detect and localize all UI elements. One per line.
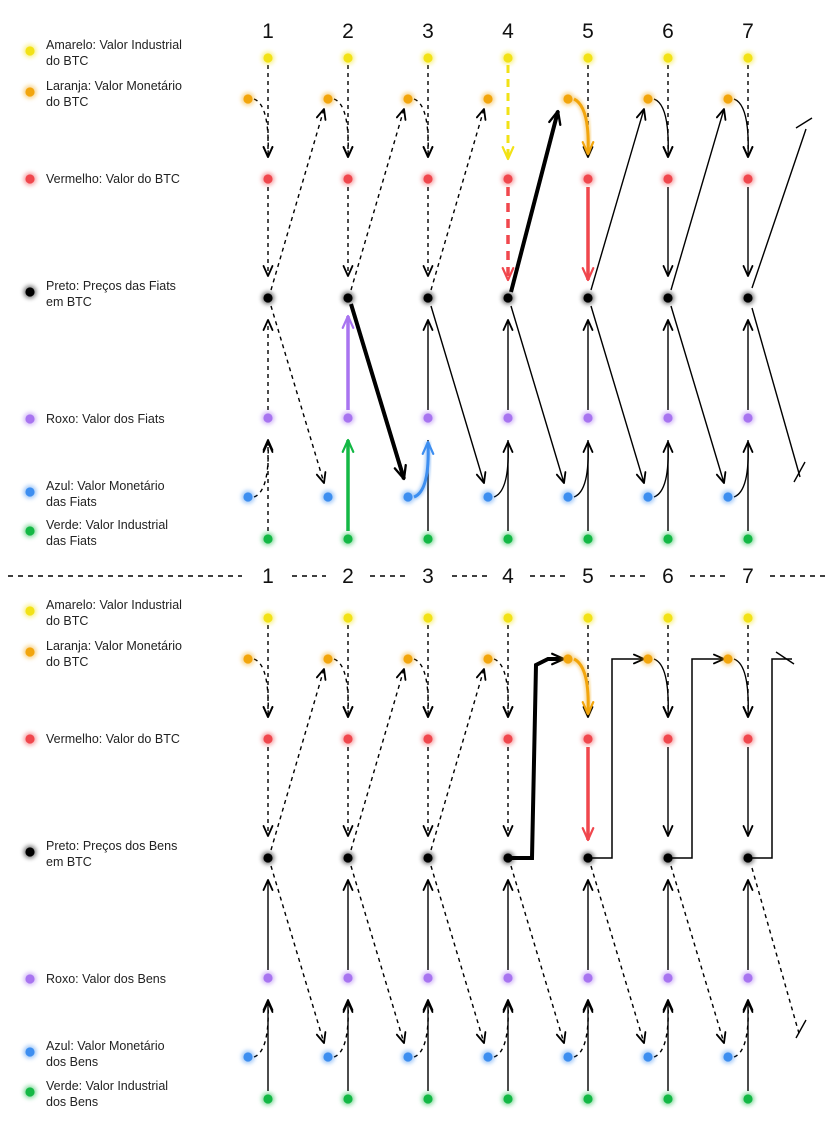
top-col3-black-to-orange-4 (431, 109, 484, 290)
bottom-legend-orange-dot (25, 647, 34, 656)
top-col7-black-continues (752, 129, 806, 288)
top-col1-yellow-node (263, 53, 272, 62)
divider-column-number-2: 2 (342, 565, 354, 588)
top-col6-orange-to-red (654, 99, 668, 157)
bottom-col6-red-node (663, 734, 672, 743)
top-col1-purple-node (263, 413, 272, 422)
bottom-legend-green-label-line2: dos Bens (46, 1095, 99, 1109)
bottom-col2-black-node (343, 853, 352, 862)
top-legend-blue-dot (25, 487, 34, 496)
top-col4-red-node (503, 174, 512, 183)
bottom-col1-orange-node (243, 654, 252, 663)
top-col3-orange-node (403, 94, 412, 103)
bottom-col1-black-to-blue-2 (271, 866, 324, 1043)
divider-column-number-6: 6 (662, 565, 674, 588)
bottom-legend-black-label: Preto: Preços dos Bens (46, 839, 178, 853)
bottom-col4-black-to-orange-5 (512, 659, 562, 858)
top-col7-blue-node (723, 492, 732, 501)
top-col4-black-node (503, 293, 512, 302)
text-layer (46, 20, 754, 1109)
top-col1-black-to-blue-2-arrowhead (317, 472, 326, 483)
bottom-legend-purple-label: Roxo: Valor dos Bens (46, 972, 166, 986)
bottom-col6-green-node (663, 1094, 672, 1103)
bottom-col6-black-to-blue-7-arrowhead (717, 1032, 726, 1043)
top-col3-black-node (423, 293, 432, 302)
bottom-legend-green-dot (25, 1087, 34, 1096)
top-column-number-5: 5 (582, 20, 594, 43)
bottom-col6-yellow-node (663, 613, 672, 622)
top-col3-yellow-node (423, 53, 432, 62)
bottom-col5-green-node (583, 1094, 592, 1103)
top-legend-orange-label-line2: do BTC (46, 95, 89, 109)
bottom-col5-black-node (583, 853, 592, 862)
bottom-col4-blue-to-purple (494, 1002, 508, 1057)
top-col1-blue-to-purple (254, 442, 268, 497)
top-col2-black-to-orange-3 (351, 109, 404, 290)
bottom-col3-blue-to-purple (414, 1002, 428, 1057)
bottom-col2-purple-node (343, 973, 352, 982)
top-col4-green-node (503, 534, 512, 543)
bottom-col4-red-node (503, 734, 512, 743)
top-col3-orange-to-red (414, 99, 428, 157)
top-col6-black-to-blue-7 (671, 306, 724, 483)
bottom-col4-black-node (503, 853, 512, 862)
top-col7-black-node (743, 293, 752, 302)
top-col2-yellow-node (343, 53, 352, 62)
bottom-legend-purple-dot (25, 974, 34, 983)
bottom-col1-black-node (263, 853, 272, 862)
top-break-mark-upper (796, 118, 812, 128)
top-col2-purple-node (343, 413, 352, 422)
top-col3-green-node (423, 534, 432, 543)
divider-column-number-1: 1 (262, 565, 274, 588)
top-col2-black-to-blue-3 (351, 304, 404, 479)
top-legend-green-label-line2: das Fiats (46, 534, 97, 548)
top-col6-black-node (663, 293, 672, 302)
bottom-col6-blue-to-purple (654, 1002, 668, 1057)
bottom-col1-orange-to-red (254, 659, 268, 717)
bottom-col7-orange-node (723, 654, 732, 663)
top-col7-red-node (743, 174, 752, 183)
top-col5-orange-node (563, 94, 572, 103)
bottom-col7-red-node (743, 734, 752, 743)
top-col7-black-continues-down (752, 308, 800, 477)
bottom-col3-blue-node (403, 1052, 412, 1061)
top-col5-purple-node (583, 413, 592, 422)
top-col3-blue-node (403, 492, 412, 501)
bottom-col3-orange-node (403, 654, 412, 663)
bottom-col1-black-to-blue-2-arrowhead (317, 1032, 326, 1043)
top-col4-orange-node (483, 94, 492, 103)
top-col4-purple-node (503, 413, 512, 422)
top-col5-blue-to-purple (574, 442, 588, 497)
bottom-col1-purple-node (263, 973, 272, 982)
divider-column-number-5: 5 (582, 565, 594, 588)
bottom-col2-blue-to-purple (334, 1002, 348, 1057)
top-col7-yellow-node (743, 53, 752, 62)
bottom-col4-black-to-blue-5-arrowhead (557, 1032, 566, 1043)
bottom-col4-purple-node (503, 973, 512, 982)
bottom-legend-red-label: Vermelho: Valor do BTC (46, 732, 180, 746)
top-col5-red-node (583, 174, 592, 183)
top-legend-yellow-label-line2: do BTC (46, 54, 89, 68)
top-col4-black-to-orange-5 (511, 111, 558, 292)
bottom-legend-yellow-label: Amarelo: Valor Industrial (46, 598, 182, 612)
top-legend-red-label: Vermelho: Valor do BTC (46, 172, 180, 186)
bottom-col3-black-to-orange-4 (431, 669, 484, 850)
top-column-number-1: 1 (262, 20, 274, 43)
top-col6-orange-node (643, 94, 652, 103)
bottom-col1-black-to-orange-2 (271, 669, 324, 850)
bottom-col4-yellow-node (503, 613, 512, 622)
bottom-col4-black-to-blue-5 (511, 866, 564, 1043)
top-column-number-7: 7 (742, 20, 754, 43)
bottom-legend-blue-dot (25, 1047, 34, 1056)
bottom-col7-green-node (743, 1094, 752, 1103)
top-col7-orange-node (723, 94, 732, 103)
bottom-col7-purple-node (743, 973, 752, 982)
top-legend-green-dot (25, 526, 34, 535)
bottom-legend-yellow-label-line2: do BTC (46, 614, 89, 628)
bottom-legend-orange-label: Laranja: Valor Monetário (46, 639, 182, 653)
top-col7-blue-to-purple (734, 442, 748, 497)
top-col6-blue-to-purple (654, 442, 668, 497)
top-legend-green-label: Verde: Valor Industrial (46, 518, 169, 532)
top-legend-blue-label: Azul: Valor Monetário (46, 479, 165, 493)
top-legend-purple-dot (25, 414, 34, 423)
top-col4-black-to-blue-5 (511, 306, 564, 483)
top-col5-blue-node (563, 492, 572, 501)
top-col6-red-node (663, 174, 672, 183)
top-column-number-6: 6 (662, 20, 674, 43)
bottom-col7-yellow-node (743, 613, 752, 622)
bottom-col5-purple-node (583, 973, 592, 982)
bottom-col1-red-node (263, 734, 272, 743)
top-col2-black-node (343, 293, 352, 302)
bottom-col2-orange-node (323, 654, 332, 663)
top-col5-green-node (583, 534, 592, 543)
bottom-col4-orange-node (483, 654, 492, 663)
bottom-break-mark-upper (776, 652, 794, 664)
top-col5-black-node (583, 293, 592, 302)
top-col5-black-to-orange-6 (591, 109, 644, 290)
bottom-col3-green-node (423, 1094, 432, 1103)
bottom-col2-yellow-node (343, 613, 352, 622)
bottom-col3-orange-to-red (414, 659, 428, 717)
bottom-col6-purple-node (663, 973, 672, 982)
bottom-col3-black-to-blue-4-arrowhead (477, 1032, 486, 1043)
bottom-col3-yellow-node (423, 613, 432, 622)
bottom-legend-yellow-dot (25, 606, 34, 615)
bottom-col4-green-node (503, 1094, 512, 1103)
top-col6-purple-node (663, 413, 672, 422)
divider-column-number-4: 4 (502, 565, 514, 588)
top-legend-orange-dot (25, 87, 34, 96)
bottom-legend-black-dot (25, 847, 34, 856)
top-col1-black-to-orange-2 (271, 109, 324, 290)
top-col1-black-to-blue-2 (271, 306, 324, 483)
bottom-legend-blue-label-line2: dos Bens (46, 1055, 99, 1069)
bottom-col7-black-continues-down (752, 868, 800, 1037)
bottom-legend-green-label: Verde: Valor Industrial (46, 1079, 169, 1093)
bottom-col5-black-to-blue-6 (591, 866, 644, 1043)
top-col1-orange-to-red (254, 99, 268, 157)
top-col1-green-node (263, 534, 272, 543)
bottom-col2-blue-node (323, 1052, 332, 1061)
bottom-col6-black-to-orange-7 (672, 659, 724, 858)
bottom-col4-blue-node (483, 1052, 492, 1061)
bottom-col2-black-to-orange-3 (351, 669, 404, 850)
bottom-col5-black-to-blue-6-arrowhead (637, 1032, 646, 1043)
bottom-col1-green-node (263, 1094, 272, 1103)
top-col5-yellow-node (583, 53, 592, 62)
links-layer (8, 65, 830, 1091)
bottom-col6-orange-node (643, 654, 652, 663)
bottom-col7-blue-node (723, 1052, 732, 1061)
top-legend-red-dot (25, 174, 34, 183)
top-col2-orange-to-red (334, 99, 348, 157)
top-col4-blue-to-purple (494, 442, 508, 497)
top-col1-orange-node (243, 94, 252, 103)
top-break-mark-lower (794, 462, 805, 482)
top-column-number-4: 4 (502, 20, 514, 43)
top-col4-blue-node (483, 492, 492, 501)
bottom-col2-black-to-blue-3 (351, 866, 404, 1043)
top-legend-yellow-label: Amarelo: Valor Industrial (46, 38, 182, 52)
bottom-col3-purple-node (423, 973, 432, 982)
bottom-col3-red-node (423, 734, 432, 743)
bottom-legend-orange-label-line2: do BTC (46, 655, 89, 669)
top-col6-black-to-orange-7 (671, 109, 724, 290)
bottom-col2-orange-to-red (334, 659, 348, 717)
bottom-col7-blue-to-purple (734, 1002, 748, 1057)
top-col2-orange-node (323, 94, 332, 103)
bottom-col7-orange-to-red (734, 659, 748, 717)
bottom-col5-orange-node (563, 654, 572, 663)
top-column-number-3: 3 (422, 20, 434, 43)
top-col3-red-node (423, 174, 432, 183)
bottom-col2-red-node (343, 734, 352, 743)
top-legend-black-dot (25, 287, 34, 296)
bottom-col4-orange-to-red (494, 659, 508, 717)
top-legend-blue-label-line2: das Fiats (46, 495, 97, 509)
bottom-col2-green-node (343, 1094, 352, 1103)
divider-column-number-3: 3 (422, 565, 434, 588)
top-col2-blue-node (323, 492, 332, 501)
top-col7-green-node (743, 534, 752, 543)
bottom-col5-yellow-node (583, 613, 592, 622)
bottom-col5-blue-node (563, 1052, 572, 1061)
top-col5-black-to-blue-6 (591, 306, 644, 483)
top-legend-yellow-dot (25, 46, 34, 55)
bottom-col5-blue-to-purple (574, 1002, 588, 1057)
top-col3-purple-node (423, 413, 432, 422)
top-col7-orange-to-red (734, 99, 748, 157)
bottom-col6-black-to-blue-7 (671, 866, 724, 1043)
top-col4-yellow-node (503, 53, 512, 62)
bottom-legend-black-label-line2: em BTC (46, 855, 92, 869)
bottom-col2-black-to-blue-3-arrowhead (397, 1032, 406, 1043)
nodes-layer (24, 45, 755, 1106)
top-col2-red-node (343, 174, 352, 183)
bottom-legend-red-dot (25, 734, 34, 743)
bottom-col7-black-continues (752, 659, 792, 858)
top-legend-black-label: Preto: Preços das Fiats (46, 279, 176, 293)
bottom-col7-black-node (743, 853, 752, 862)
top-col6-yellow-node (663, 53, 672, 62)
top-legend-black-label-line2: em BTC (46, 295, 92, 309)
bottom-col1-blue-node (243, 1052, 252, 1061)
top-col6-blue-node (643, 492, 652, 501)
divider-column-number-7: 7 (742, 565, 754, 588)
top-col1-black-node (263, 293, 272, 302)
top-col2-green-node (343, 534, 352, 543)
bottom-col5-black-to-orange-6 (592, 659, 644, 858)
bottom-col1-yellow-node (263, 613, 272, 622)
top-col7-purple-node (743, 413, 752, 422)
top-legend-orange-label: Laranja: Valor Monetário (46, 79, 182, 93)
bottom-legend-blue-label: Azul: Valor Monetário (46, 1039, 165, 1053)
top-col3-black-to-blue-4 (431, 306, 484, 483)
bottom-col6-blue-node (643, 1052, 652, 1061)
bottom-col6-orange-to-red (654, 659, 668, 717)
top-col1-red-node (263, 174, 272, 183)
top-col1-blue-node (243, 492, 252, 501)
bottom-break-mark-lower (796, 1020, 806, 1038)
bottom-col6-black-node (663, 853, 672, 862)
bottom-col3-black-to-blue-4 (431, 866, 484, 1043)
bottom-col5-red-node (583, 734, 592, 743)
top-col6-green-node (663, 534, 672, 543)
top-column-number-2: 2 (342, 20, 354, 43)
bottom-col1-blue-to-purple (254, 1002, 268, 1057)
top-legend-purple-label: Roxo: Valor dos Fiats (46, 412, 165, 426)
bottom-col3-black-node (423, 853, 432, 862)
